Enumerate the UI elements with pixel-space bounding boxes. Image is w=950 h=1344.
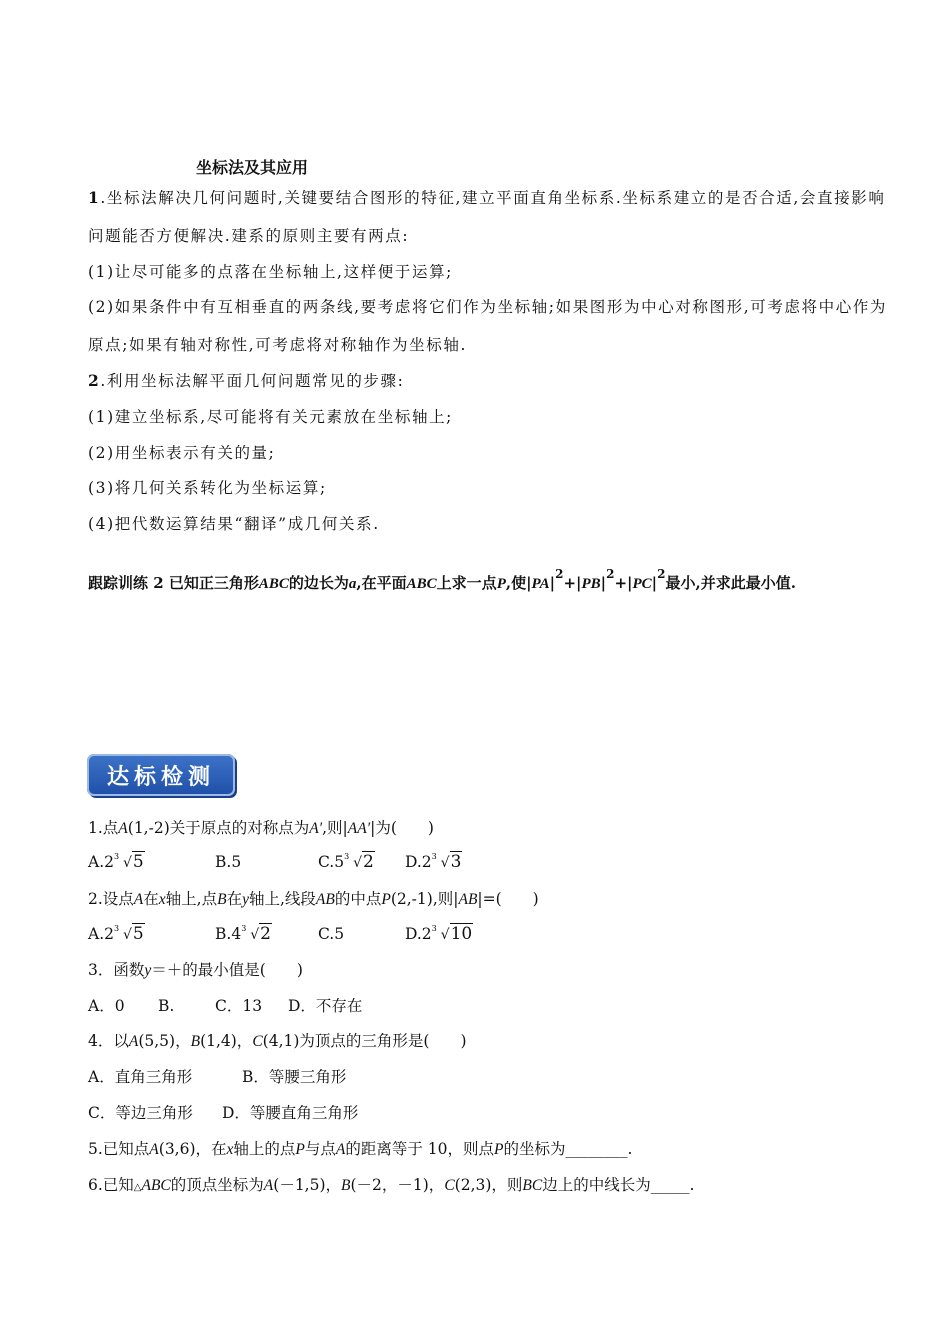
- section-badge: 达标检测: [87, 754, 235, 796]
- section-title: 坐标法及其应用: [196, 158, 309, 177]
- q3-option-c[interactable]: C．13: [215, 997, 263, 1015]
- q1-option-a[interactable]: A.2 3 √5: [88, 852, 144, 872]
- paragraph-2-item-4: (4)把代数运算结果“翻译”成几何关系.: [88, 515, 380, 533]
- q2-option-b[interactable]: B.4 3 √2: [215, 924, 271, 944]
- q1-option-b[interactable]: B.5: [215, 853, 242, 871]
- question-4: 4．以A(5,5)，B(1,4)，C(4,1)为顶点的三角形是( ): [88, 1032, 467, 1050]
- q4-option-b[interactable]: B．等腰三角形: [242, 1068, 347, 1086]
- question-3: 3．函数y＝＋的最小值是( ): [88, 961, 303, 979]
- q3-option-b[interactable]: B.: [158, 997, 175, 1015]
- q3-option-d[interactable]: D．不存在: [288, 997, 363, 1015]
- question-1: 1.点A(1,-2)关于原点的对称点为A′,则|AA′|为( ): [88, 819, 434, 837]
- paragraph-1-item-2-line-1: (2)如果条件中有互相垂直的两条线,要考虑将它们作为坐标轴;如果图形为中心对称图形,可考虑将中心作为: [88, 298, 888, 316]
- question-5: 5.已知点A(3,6)，在x轴上的点P与点A的距离等于 10，则点P的坐标为________.: [88, 1140, 633, 1158]
- paragraph-1-line-1: 1.坐标法解决几何问题时,关键要结合图形的特征,建立平面直角坐标系.坐标系建立的是否合适,会直接影响: [88, 188, 886, 207]
- q4-option-a[interactable]: A．直角三角形: [88, 1068, 193, 1086]
- paragraph-2-heading: 2.利用坐标法解平面几何问题常见的步骤:: [88, 371, 405, 390]
- paragraph-2-item-1: (1)建立坐标系,尽可能将有关元素放在坐标轴上;: [88, 408, 454, 426]
- q2-option-a[interactable]: A.2 3 √5: [88, 924, 144, 944]
- question-6: 6.已知△ABC的顶点坐标为A(－1,5)，B(－2，－1)，C(2,3)，则BC边上的中线长为_____.: [88, 1176, 695, 1194]
- exercise-prompt: 跟踪训练 2 已知正三角形ABC的边长为a,在平面ABC上求一点P,使$|PA|^2+|PB|^2+|PC|^2$最小,并求此最小值.: [88, 567, 796, 592]
- paragraph-1-item-2-line-2: 原点;如果有轴对称性,可考虑将对称轴作为坐标轴.: [88, 336, 467, 354]
- paragraph-1-line-2: 问题能否方便解决.建系的原则主要有两点:: [88, 227, 410, 245]
- paragraph-2-item-2: (2)用坐标表示有关的量;: [88, 444, 276, 462]
- q3-option-a[interactable]: A．0: [88, 997, 125, 1015]
- paragraph-1-item-1: (1)让尽可能多的点落在坐标轴上,这样便于运算;: [88, 263, 454, 281]
- q4-option-d[interactable]: D．等腰直角三角形: [222, 1104, 359, 1122]
- q1-option-d[interactable]: D.2 3 √3: [405, 852, 462, 872]
- question-2: 2.设点A在x轴上,点B在y轴上,线段AB的中点P(2,-1),则|AB|=( ): [88, 890, 539, 908]
- q2-option-c[interactable]: C.5: [318, 925, 345, 943]
- paragraph-2-item-3: (3)将几何关系转化为坐标运算;: [88, 479, 327, 497]
- q4-option-c[interactable]: C．等边三角形: [88, 1104, 193, 1122]
- q2-option-d[interactable]: D.2 3 √10: [405, 924, 473, 944]
- q1-option-c[interactable]: C.5 3 √2: [318, 852, 374, 872]
